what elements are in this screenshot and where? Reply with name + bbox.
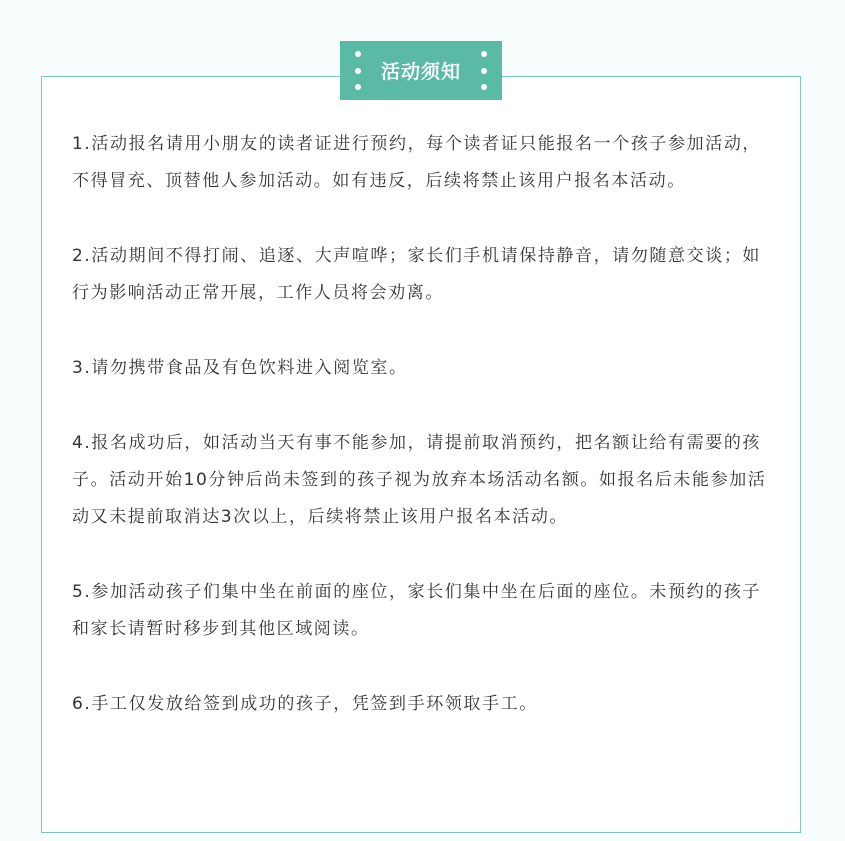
rule-item-3: 3.请勿携带食品及有色饮料进入阅览室。 [72,358,408,378]
title-badge [340,41,502,100]
decor-dot [355,68,361,74]
decor-dot [481,51,487,57]
decor-dot [481,84,487,90]
rule-item-6: 6.手工仅发放给签到成功的孩子，凭签到手环领取手工。 [72,694,538,714]
rule-item-2: 2.活动期间不得打闹、追逐、大声喧哗；家长们手机请保持静音，请勿随意交谈；如行为影响活动正常开展，工作人员将会劝离。 [72,246,762,303]
rules-list [72,126,776,723]
rule-item-1: 1.活动报名请用小朋友的读者证进行预约，每个读者证只能报名一个孩子参加活动，不得冒充、顶替他人参加活动。如有违反，后续将禁止该用户报名本活动。 [72,134,762,191]
rule-item-4: 4.报名成功后，如活动当天有事不能参加，请提前取消预约，把名额让给有需要的孩子。活动开始10分钟后尚未签到的孩子视为放弃本场活动名额。如报名后未能参加活动又未提前取消达3次以上，后续将禁止该用户报名本活动。 [72,433,767,527]
page-title: 活动须知 [380,61,461,83]
decor-dot [355,51,361,57]
decor-dot [481,68,487,74]
decor-dot [355,84,361,90]
rule-item-5: 5.参加活动孩子们集中坐在前面的座位，家长们集中坐在后面的座位。未预约的孩子和家长请暂时移步到其他区域阅读。 [72,582,762,639]
